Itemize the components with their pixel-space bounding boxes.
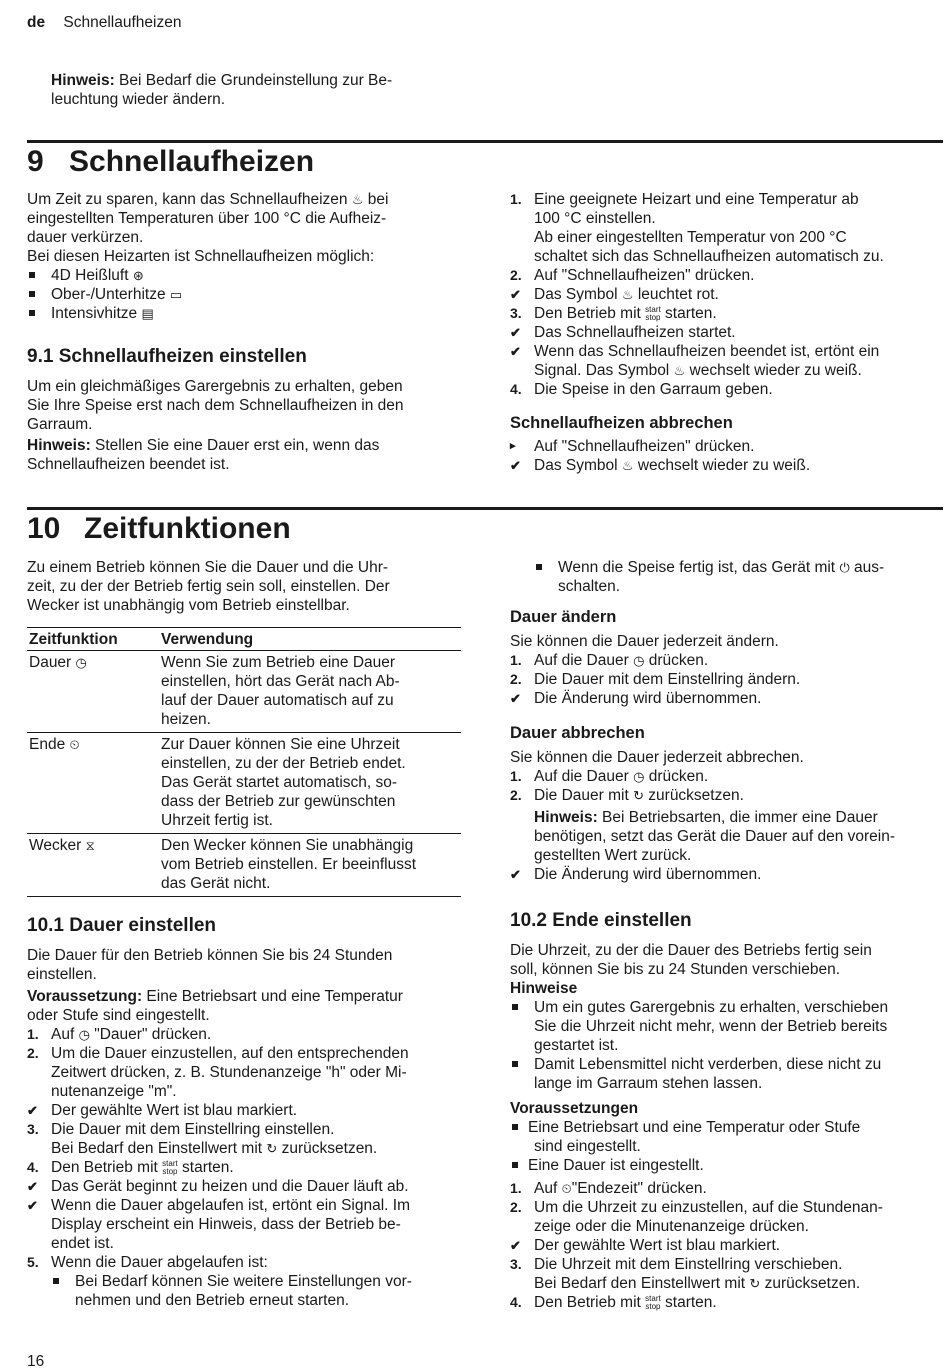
list-item: 4. Den Betrieb mit start stop starten. — [27, 1158, 234, 1176]
list-item: Eine Dauer ist eingestellt. — [510, 1156, 942, 1175]
timer-icon: ⧖ — [85, 838, 95, 853]
duration-steps — [27, 1025, 467, 1310]
reset-icon: ↻ — [633, 788, 644, 803]
requirements-list — [510, 1118, 942, 1175]
abort-heading: Schnellaufheizen abbrechen — [510, 414, 733, 432]
list-item: ✔ Das Symbol ♨ wechselt wieder zu weiß. — [510, 457, 811, 474]
list-item: 2. Um die Dauer einzustellen, auf den entsprechenden Zeitwert drücken, z. B. Stundenanzeige "h" oder Mi- nutenanzeige "m". — [27, 1045, 409, 1100]
list-item: 1. Auf die Dauer ◷ drücken. — [510, 652, 709, 669]
cancel-steps — [510, 767, 942, 884]
list-item: 2. Die Dauer mit ↻ zurücksetzen. Hinweis: Bei Betriebsarten, die immer eine Dauer benötigen, setzt das Gerät die Dauer auf den vorein- gestellten Wert zurück. — [510, 787, 896, 864]
cancel-duration-heading: Dauer abbrechen — [510, 724, 645, 742]
list-item: ✔ Das Gerät beginnt zu heizen und die Dauer läuft ab. — [27, 1178, 409, 1195]
list-item: Wenn die Speise fertig ist, das Gerät mit ⏻ aus- schalten. — [534, 558, 934, 596]
list-item: 2. Auf "Schnellaufheizen" drücken. — [510, 267, 755, 284]
change-steps — [510, 651, 930, 708]
list-item: 2. Um die Uhrzeit zu einzustellen, auf die Stundenan- zeige oder die Minutenanzeige drücken. — [510, 1199, 883, 1235]
rapid-heat-icon: ♨ — [621, 458, 634, 473]
list-item: 4D Heißluft ⊛ — [27, 266, 467, 285]
header-title: Schnellaufheizen — [63, 14, 182, 31]
sec9-1-text: Um ein gleichmäßiges Garergebnis zu erhalten, geben Sie Ihre Speise erst nach dem Schnellaufheizen in den Garraum. Hinweis: Stellen Sie eine Dauer erst ein, wenn das Schnellaufheizen beendet ist. — [27, 378, 404, 473]
sec10-intro: Zu einem Betrieb können Sie die Dauer und die Uhr- zeit, zu der der Betrieb fertig sein soll, einstellen. Der Wecker ist unabhängig vom Betrieb einstellbar. — [27, 559, 390, 614]
subsection-10-2-heading: 10.2 Ende einstellen — [510, 910, 692, 931]
list-item: Intensivhitze ▤ — [27, 304, 467, 323]
end-time-icon: ⏲ — [69, 737, 80, 752]
change-duration-heading: Dauer ändern — [510, 608, 617, 626]
list-item: 1. Auf ◷ "Dauer" drücken. — [27, 1026, 212, 1043]
page-number: 16 — [27, 1353, 45, 1370]
section-10-heading: 10 Zeitfunktionen — [27, 512, 291, 545]
rapid-heat-icon: ♨ — [621, 287, 634, 302]
list-item: 1. Auf die Dauer ◷ drücken. — [510, 768, 709, 785]
language-code: de — [27, 14, 46, 31]
list-item: 1. Eine geeignete Heizart und eine Temperatur ab 100 °C einstellen. Ab einer eingestellten Temperatur von 200 °C schaltet sich das Schnellaufheizen automatisch zu. — [510, 191, 884, 265]
sec9-intro: Um Zeit zu sparen, kann das Schnellaufheizen ♨ bei eingestellten Temperaturen über 100 °C die Aufheiz- dauer verkürzen. Bei diesen Heizarten ist Schnellaufheizen möglich: 4D Heißluft ⊛ Ober-/Unterhitze ▭ Intensivhitze ▤ — [27, 190, 467, 323]
abort-steps — [510, 437, 930, 475]
list-item: ✔ Das Symbol ♨ leuchtet rot. — [510, 286, 719, 303]
end-steps — [510, 1179, 942, 1312]
duration-icon: ◷ — [78, 1027, 90, 1042]
list-item: 4. Die Speise in den Garraum geben. — [510, 381, 773, 398]
list-item: Um ein gutes Garergebnis zu erhalten, verschieben Sie die Uhrzeit nicht mehr, wenn der Betrieb bereits gestartet ist. — [510, 998, 942, 1055]
hints-list — [510, 998, 942, 1093]
start-stop-icon: start stop — [645, 1293, 661, 1311]
sec9-steps — [510, 190, 930, 399]
list-item: ✔ Der gewählte Wert ist blau markiert. — [510, 1237, 781, 1254]
list-item: ✔ Die Änderung wird übernommen. — [510, 866, 762, 883]
duration-icon: ◷ — [633, 769, 645, 784]
list-item: ✔ Der gewählte Wert ist blau markiert. — [27, 1102, 298, 1119]
subsection-9-1-heading: 9.1 Schnellaufheizen einstellen — [27, 346, 307, 367]
table-header-row — [27, 628, 461, 651]
subsection-10-1-heading: 10.1 Dauer einstellen — [27, 915, 217, 936]
list-item: 1. Auf ⏲"Endezeit" drücken. — [510, 1180, 707, 1197]
list-item: Ober-/Unterhitze ▭ — [27, 285, 467, 304]
power-icon: ⏻ — [839, 560, 850, 575]
list-item: 5. Wenn die Dauer abgelaufen ist: Bei Bedarf können Sie weitere Einstellungen vor- nehmen und den Betrieb erneut starten. — [27, 1253, 467, 1310]
list-item: 3. Die Uhrzeit mit dem Einstellring verschieben. Bei Bedarf den Einstellwert mit ↻ zurücksetzen. — [510, 1256, 861, 1292]
table-row: Ende ⏲ Zur Dauer können Sie eine Uhrzeit einstellen, zu der der Betrieb endet. Das Gerät startet automatisch, so- dass der Betrieb zur gewünschten Uhrzeit fertig ist. — [27, 733, 461, 834]
page-header — [27, 13, 181, 32]
continued-dash-list — [534, 558, 934, 596]
list-item: ▸ Auf "Schnellaufheizen" drücken. — [510, 438, 755, 455]
reset-icon: ↻ — [749, 1276, 761, 1291]
sec10-2-body: Die Uhrzeit, zu der die Dauer des Betriebs fertig sein soll, können Sie bis zu 24 Stunden verschieben. Hinweise Um ein gutes Garergebnis zu erhalten, verschieben Sie die Uhrzeit nicht mehr, wenn der Betrieb bereits gestartet ist. Damit Lebensmittel nicht verderben, diese nicht zu lange im Garraum stehen lassen. Voraussetzungen Eine Betriebsart und eine Temperatur oder Stufe sind eingestellt. Eine Dauer ist eingestellt. 1. Auf ⏲"Endezeit" drücken. 2. Um die Uhrzeit zu einzustellen, auf die Stundenan- zeige oder die Minutenanzeige drücken. ✔ Der gewählte Wert ist blau markiert. 3. Die Uhrzeit mit dem Einstellring verschieben. Bei Bedarf den Einstellwert mit ↻ zurücksetzen. 4. Den Betrieb mit start stop starten. — [510, 941, 942, 1312]
rapid-heat-icon: ♨ — [351, 192, 364, 207]
list-item: 4. Den Betrieb mit start stop starten. — [510, 1293, 717, 1311]
list-item: 2. Die Dauer mit dem Einstellring ändern. — [510, 671, 801, 688]
list-item: Eine Betriebsart und eine Temperatur oder Stufe sind eingestellt. — [510, 1118, 942, 1156]
end-time-icon: ⏲ — [561, 1181, 572, 1196]
list-item: 3. Den Betrieb mit start stop starten. — [510, 304, 717, 322]
start-stop-icon: start stop — [645, 304, 661, 322]
cancel-duration-body: Sie können die Dauer jederzeit abbrechen. 1. Auf die Dauer ◷ drücken. 2. Die Dauer mit ↻ zurücksetzen. Hinweis: Bei Betriebsarten, die immer eine Dauer benötigen, setzt das Gerät die Dauer auf den vorein- gestellten Wert zurück. ✔ Die Änderung wird übernommen. — [510, 748, 942, 884]
time-functions-table — [27, 627, 461, 897]
section-rule — [27, 507, 943, 510]
change-duration-body: Sie können die Dauer jederzeit ändern. 1. Auf die Dauer ◷ drücken. 2. Die Dauer mit dem Einstellring ändern. ✔ Die Änderung wird übernommen. — [510, 632, 930, 708]
heating-modes-list — [27, 266, 467, 323]
duration-icon: ◷ — [75, 655, 87, 670]
sec10-1-body: Die Dauer für den Betrieb können Sie bis 24 Stunden einstellen. Voraussetzung: Eine Betriebsart und eine Temperatur oder Stufe sind eingestellt. 1. Auf ◷ "Dauer" drücken. 2. Um die Dauer einzustellen, auf den entsprechenden Zeitwert drücken, z. B. Stundenanzeige "h" oder Mi- nutenanzeige "m". ✔ Der gewählte Wert ist blau markiert. 3. Die Dauer mit dem Einstellring einstellen. Bei Bedarf den Einstellwert mit ↻ zurücksetzen. 4. Den Betrieb mit start stop starten. ✔ Das Gerät beginnt zu heizen und die Dauer läuft ab. ✔ Wenn die Dauer abgelaufen ist, ertönt ein Signal. Im Display erscheint ein Hinweis, dass der Betrieb be- endet ist. 5. Wenn die Dauer abgelaufen ist: Bei Bedarf können Sie weitere Einstellungen vor- nehmen und den Betrieb erneut starten. — [27, 946, 467, 1310]
column-header: Zeitfunktion — [27, 628, 159, 651]
rapid-heat-icon: ♨ — [673, 363, 686, 378]
top-note: Hinweis: Bei Bedarf die Grundeinstellung zur Be- leuchtung wieder ändern. — [51, 72, 393, 108]
list-item: ✔ Das Schnellaufheizen startet. — [510, 324, 736, 341]
top-bottom-heat-icon: ▭ — [169, 287, 183, 302]
reset-icon: ↻ — [266, 1141, 278, 1156]
table-row: Wecker ⧖ Den Wecker können Sie unabhängig vom Betrieb einstellen. Er beeinflusst das Gerät nicht. — [27, 834, 461, 897]
start-stop-icon: start stop — [162, 1158, 178, 1176]
section-9-heading: 9 Schnellaufheizen — [27, 145, 315, 178]
table-row: Dauer ◷ Wenn Sie zum Betrieb eine Dauer einstellen, hört das Gerät nach Ab- lauf der Dauer automatisch auf zu heizen. — [27, 651, 461, 733]
duration-icon: ◷ — [633, 653, 645, 668]
list-item: 3. Die Dauer mit dem Einstellring einstellen. Bei Bedarf den Einstellwert mit ↻ zurücksetzen. — [27, 1121, 378, 1157]
list-item: Bei Bedarf können Sie weitere Einstellungen vor- nehmen und den Betrieb erneut starten. — [51, 1272, 467, 1310]
section-rule — [27, 140, 943, 143]
list-item: ✔ Die Änderung wird übernommen. — [510, 690, 762, 707]
intensive-heat-icon: ▤ — [141, 306, 154, 321]
column-header: Verwendung — [159, 628, 461, 651]
list-item: Damit Lebensmittel nicht verderben, diese nicht zu lange im Garraum stehen lassen. — [510, 1055, 942, 1093]
list-item: ✔ Wenn die Dauer abgelaufen ist, ertönt ein Signal. Im Display erscheint ein Hinweis, dass der Betrieb be- endet ist. — [27, 1197, 411, 1252]
list-item: ✔ Wenn das Schnellaufheizen beendet ist, ertönt ein Signal. Das Symbol ♨ wechselt wieder zu weiß. — [510, 343, 880, 379]
hot-air-icon: ⊛ — [132, 268, 144, 283]
